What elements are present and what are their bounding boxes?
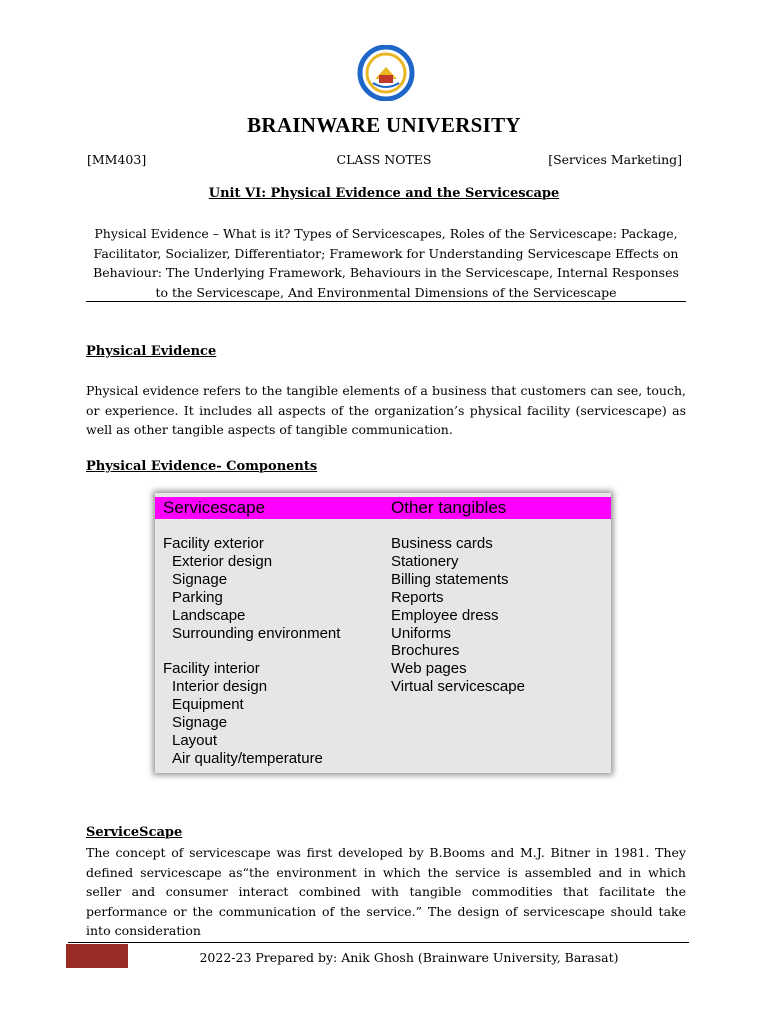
list-item: Signage xyxy=(172,570,228,588)
university-logo xyxy=(353,45,419,101)
list-item: Surrounding environment xyxy=(172,624,341,642)
table-header-servicescape: Servicescape xyxy=(163,498,266,517)
university-name: BRAINWARE UNIVERSITY xyxy=(247,113,521,137)
footer-text: 2022-23 Prepared by: Anik Ghosh (Brainware University, Barasat) xyxy=(199,950,619,965)
list-item: Signage xyxy=(172,714,228,732)
course-code: [MM403] xyxy=(87,152,147,167)
list-item: Layout xyxy=(172,732,218,750)
paragraph-physical-evidence: Physical evidence refers to the tangible elements of a business that customers can see, touch, or experience. It includes all aspects of the organization’s physical facility (servicescape) as well as other tangible aspects of tangible communication. xyxy=(86,383,686,437)
list-item: Exterior design xyxy=(172,552,273,570)
list-item: Web pages xyxy=(391,660,467,678)
list-item: Uniforms xyxy=(391,624,452,642)
paragraph-servicescape: The concept of servicescape was first developed by B.Booms and M.J. Bitner in 1981. They defined servicescape as“the environment in which the service is assembled and in which seller and consumer interact combined with tangible commodities that facilitate the performance or the communication of the service.” The design of servicescape should take into consideration xyxy=(86,845,686,938)
list-item: Virtual servicescape xyxy=(391,678,525,696)
components-table xyxy=(155,493,611,773)
heading-components: Physical Evidence- Components xyxy=(86,459,318,474)
footer-divider xyxy=(68,942,689,943)
list-item: Parking xyxy=(172,588,223,606)
heading-servicescape: ServiceScape xyxy=(86,825,183,840)
list-item: Interior design xyxy=(172,678,268,696)
list-item: Reports xyxy=(391,588,444,606)
list-item: Billing statements xyxy=(391,570,509,588)
document-type: CLASS NOTES xyxy=(336,152,432,167)
other-tangibles-column xyxy=(391,535,525,696)
facility-exterior-title: Facility exterior xyxy=(163,535,264,552)
subject-name: [Services Marketing] xyxy=(548,152,682,167)
facility-interior-title: Facility interior xyxy=(163,660,260,678)
list-item: Employee dress xyxy=(391,606,499,624)
list-item: Equipment xyxy=(172,696,244,714)
unit-overview: Physical Evidence – What is it? Types of Servicescapes, Roles of the Servicescape: Package, Facilitator, Socializer, Differentiator; Framework for Understanding Servicescape Effects on Behaviour: The Underlying Framework, Behaviours in the Servicescape, Internal Responses to the Servicescape, And Environmental Dimensions of the Servicescape xyxy=(93,226,679,300)
list-item: Landscape xyxy=(172,606,246,624)
table-header-bar xyxy=(155,497,611,519)
heading-physical-evidence: Physical Evidence xyxy=(86,344,217,359)
list-item: Brochures xyxy=(391,642,460,660)
unit-title: Unit VI: Physical Evidence and the Servicescape xyxy=(208,186,560,201)
list-item: Business cards xyxy=(391,535,493,552)
table-header-other-tangibles: Other tangibles xyxy=(391,498,507,517)
list-item: Stationery xyxy=(391,552,459,570)
servicescape-column xyxy=(163,535,340,768)
list-item: Air quality/temperature xyxy=(172,749,323,767)
header-divider xyxy=(86,301,686,302)
